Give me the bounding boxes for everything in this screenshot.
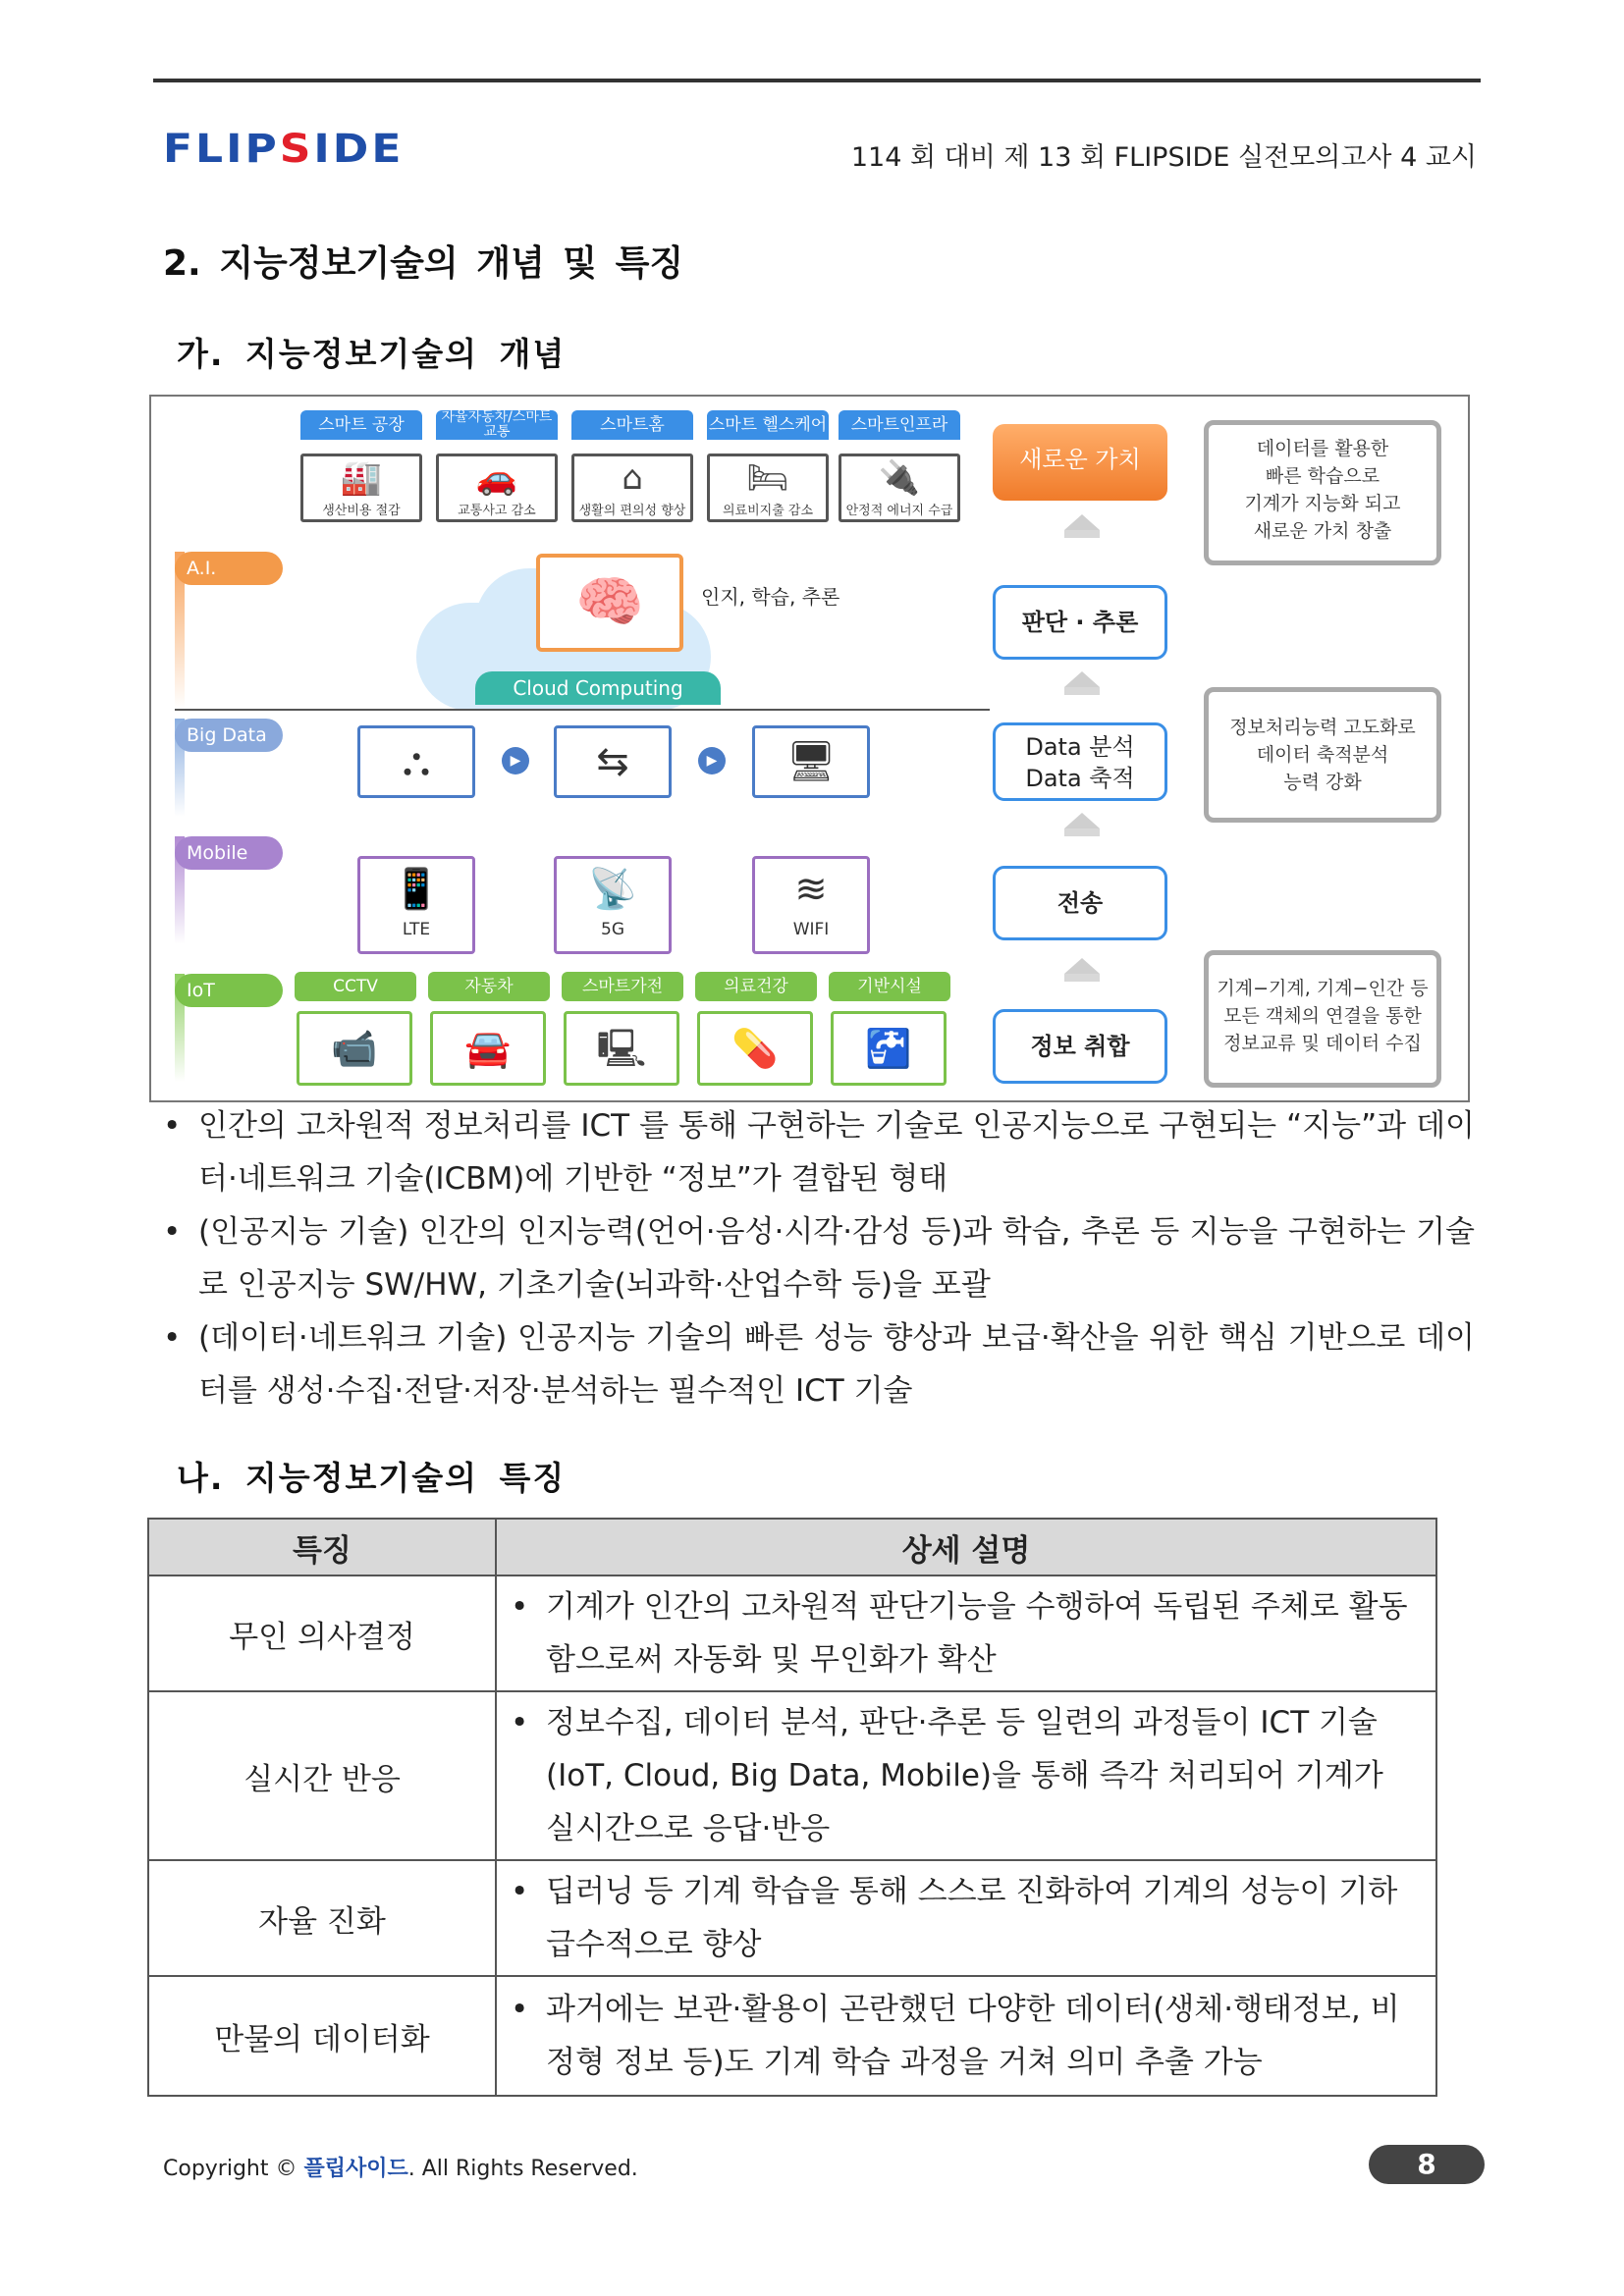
detail-cell: • 기계가 인간의 고차원적 판단기능을 수행하여 독립된 주체로 활동함으로써 자동화 및 무인화가 확산 [496, 1575, 1436, 1691]
up-arrow-icon-bar [1064, 828, 1100, 836]
feature-cell: 실시간 반응 [148, 1691, 496, 1860]
column-header-detail: 상세 설명 [496, 1519, 1436, 1575]
layer-divider [175, 709, 990, 711]
note-data-analysis: 정보처리능력 고도화로 데이터 축적분석 능력 강화 [1204, 687, 1441, 823]
subsection-features-title: 나. 지능정보기술의 특징 [177, 1459, 567, 1497]
feature-cell: 자율 진화 [148, 1860, 496, 1976]
copyright-notice: Copyright © 플립사이드. All Rights Reserved. [163, 2157, 638, 2181]
car-phone-icon: 🚘 [430, 1011, 546, 1086]
brain-head-icon: 🧠 [536, 554, 683, 652]
step-judge-infer: 판단 · 추론 [993, 585, 1167, 660]
features-table [147, 1518, 1437, 2097]
detail-cell: • 딥러닝 등 기계 학습을 통해 스스로 진화하여 기계의 성능이 기하급수적으로 향상 [496, 1860, 1436, 1976]
plug-icon: 🔌 안정적 에너지 수급 [839, 454, 960, 522]
intelligent-info-tech-diagram [149, 395, 1470, 1102]
up-arrow-icon [1064, 671, 1100, 687]
iot-label-health: 의료건강 [695, 972, 817, 1001]
concept-bullet-list [159, 1099, 1475, 1417]
up-arrow-icon [1064, 514, 1100, 530]
feature-cell: 무인 의사결정 [148, 1575, 496, 1691]
table-row [148, 1976, 1436, 2096]
table-row [148, 1691, 1436, 1860]
medicine-icon: 💊 [697, 1011, 813, 1086]
note-connection: 기계−기계, 기계−인간 등 모든 객체의 연결을 통한 정보교류 및 데이터 수집 [1204, 950, 1441, 1088]
ai-caption: 인지, 학습, 추론 [701, 585, 840, 609]
play-arrow-icon: ▶ [698, 747, 726, 774]
faucet-icon: 🚰 [831, 1011, 947, 1086]
tag-smart-healthcare: 스마트 헬스케어 [707, 410, 829, 440]
up-arrow-icon-bar [1064, 687, 1100, 695]
usb-icon: ⇆ [554, 725, 672, 798]
step-new-value: 새로운 가치 [993, 424, 1167, 501]
tag-smart-factory: 스마트 공장 [300, 410, 422, 440]
step-transfer: 전송 [993, 866, 1167, 940]
list-item: • (데이터·네트워크 기술) 인공지능 기술의 빠른 성능 향상과 보급·확산을 위한 핵심 기반으로 데이터를 생성·수집·전달·저장·분석하는 필수적인 ICT 기술 [159, 1311, 1475, 1417]
iot-label-infra: 기반시설 [829, 972, 950, 1001]
layer-mobile-label: Mobile [175, 836, 283, 870]
cctv-icon: 📹 [297, 1011, 412, 1086]
subsection-concept-title: 가. 지능정보기술의 개념 [177, 335, 567, 373]
page-number-badge: 8 [1369, 2145, 1485, 2184]
layer-ai-label: A.I. [175, 552, 283, 585]
antenna-icon: 📡 5G [554, 856, 672, 954]
detail-cell: • 정보수집, 데이터 분석, 판단·추론 등 일련의 과정들이 ICT 기술(IoT, Cloud, Big Data, Mobile)을 통해 즉각 처리되어 기계가 실시간으로 응답·반응 [496, 1691, 1436, 1860]
step-collect: 정보 취합 [993, 1009, 1167, 1084]
up-arrow-icon-bar [1064, 530, 1100, 538]
hospital-bed-icon: 🛏 의료비지출 감소 [707, 454, 829, 522]
table-row [148, 1860, 1436, 1976]
cloud-computing-label: Cloud Computing [475, 671, 721, 705]
flipside-logo: FLIPSIDE [163, 126, 405, 172]
iot-label-cctv: CCTV [295, 972, 416, 1001]
header-rule [153, 79, 1481, 82]
monitor-icon: 🖥 [752, 725, 870, 798]
wifi-icon: ≋ WIFI [752, 856, 870, 954]
list-item: • 인간의 고차원적 정보처리를 ICT 를 통해 구현하는 기술로 인공지능으로 구현되는 “지능”과 데이터·네트워크 기술(ICBM)에 기반한 “정보”가 결합된 형태 [159, 1099, 1475, 1205]
tag-smart-infra: 스마트인프라 [839, 410, 960, 440]
up-arrow-icon [1064, 813, 1100, 828]
layer-iot-label: IoT [175, 974, 283, 1007]
play-arrow-icon: ▶ [502, 747, 529, 774]
appliance-icon: 🖳 [564, 1011, 679, 1086]
column-header-feature: 특징 [148, 1519, 496, 1575]
up-arrow-icon-bar [1064, 974, 1100, 982]
table-row [148, 1575, 1436, 1691]
up-arrow-icon [1064, 958, 1100, 974]
section-title: 2. 지능정보기술의 개념 및 특징 [163, 243, 684, 284]
iot-label-car: 자동차 [428, 972, 550, 1001]
phone-icon: 📱 LTE [357, 856, 475, 954]
step-data: Data 분석 Data 축적 [993, 722, 1167, 801]
detail-cell: • 과거에는 보관·활용이 곤란했던 다양한 데이터(생체·행태정보, 비정형 정보 등)도 기계 학습 과정을 거쳐 의미 추출 가능 [496, 1976, 1436, 2096]
home-icon: ⌂ 생활의 편의성 향상 [571, 454, 693, 522]
iot-label-appliance: 스마트가전 [562, 972, 683, 1001]
hierarchy-icon: ⛬ [357, 725, 475, 798]
tag-smart-traffic: 자율자동차/스마트 교통 [436, 410, 558, 440]
table-header-row [148, 1519, 1436, 1575]
list-item: • (인공지능 기술) 인간의 인지능력(언어·음성·시각·감성 등)과 학습, 추론 등 지능을 구현하는 기술로 인공지능 SW/HW, 기초기술(뇌과학·산업수학 등)을 포괄 [159, 1205, 1475, 1311]
factory-icon: 🏭 생산비용 절감 [300, 454, 422, 522]
tag-smart-home: 스마트홈 [571, 410, 693, 440]
exam-title: 114 회 대비 제 13 회 FLIPSIDE 실전모의고사 4 교시 [850, 142, 1477, 173]
feature-cell: 만물의 데이터화 [148, 1976, 496, 2096]
car-icon: 🚗 교통사고 감소 [436, 454, 558, 522]
layer-bigdata-label: Big Data [175, 719, 283, 752]
note-value-creation: 데이터를 활용한 빠른 학습으로 기계가 지능화 되고 새로운 가치 창출 [1204, 420, 1441, 565]
